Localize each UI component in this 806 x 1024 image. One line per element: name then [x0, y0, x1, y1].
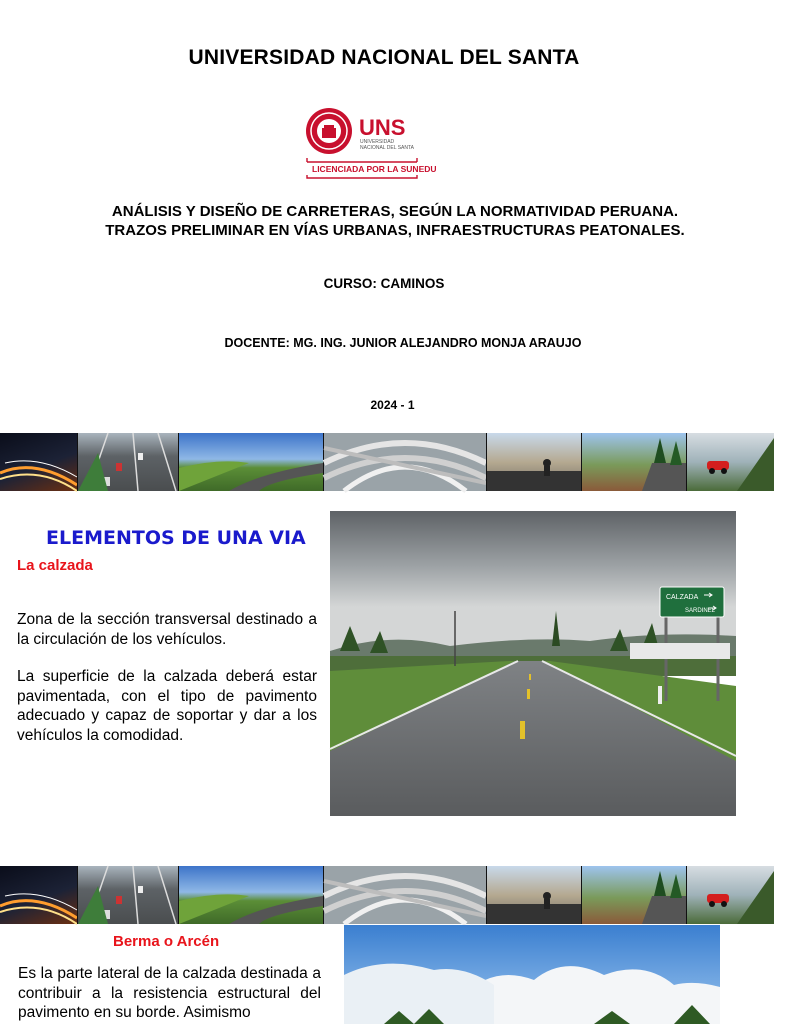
logo-name-line-1: UNIVERSIDAD — [360, 139, 395, 145]
berma-photo — [344, 925, 720, 1024]
course-label: CURSO: CAMINOS — [323, 276, 445, 291]
subtitle-line-2: TRAZOS PRELIMINAR EN VÍAS URBANAS, INFRAESTRUCTURAS PEATONALES. — [105, 222, 685, 239]
university-title: UNIVERSIDAD NACIONAL DEL SANTA — [188, 46, 580, 69]
strip-photo-interchange — [323, 433, 486, 491]
strip-photo-red-car — [686, 433, 774, 491]
strip-photo-night-highway — [0, 866, 77, 924]
presentation-subtitle — [40, 202, 750, 240]
strip-photo-paving-crew — [486, 433, 581, 491]
calzada-heading: La calzada — [17, 557, 93, 574]
photo-strip — [0, 433, 768, 491]
strip-photo-mountain-road — [178, 433, 323, 491]
strip-photo-forest-road — [581, 433, 686, 491]
uns-logo — [303, 100, 437, 180]
calzada-paragraph-1: Zona de la sección transversal destinado a la circulación de los vehículos. — [17, 611, 317, 648]
teacher-label: DOCENTE: MG. ING. JUNIOR ALEJANDRO MONJA ARAUJO — [224, 336, 582, 350]
sign-text-2: SARDINEL — [685, 608, 716, 614]
strip-photo-traffic — [77, 433, 178, 491]
strip-photo-red-car — [686, 866, 774, 924]
term-label: 2024 - 1 — [370, 398, 415, 412]
subtitle-line-1: ANÁLISIS Y DISEÑO DE CARRETERAS, SEGÚN LA NORMATIVIDAD PERUANA. — [111, 203, 679, 220]
sign-text-1: CALZADA — [666, 594, 699, 601]
logo-acronym: UNS — [359, 115, 406, 140]
strip-photo-paving-crew — [486, 866, 581, 924]
strip-photo-forest-road — [581, 866, 686, 924]
logo-badge-text: LICENCIADA POR LA SUNEDU — [312, 164, 437, 174]
strip-photo-traffic — [77, 866, 178, 924]
berma-paragraph: Es la parte lateral de la calzada destinada a contribuir a la resistencia estructural del pavimento en su borde. Asimismo — [18, 965, 321, 1021]
logo-name-line-2: NACIONAL DEL SANTA — [360, 145, 414, 151]
strip-photo-mountain-road — [178, 866, 323, 924]
photo-strip — [0, 866, 768, 924]
strip-photo-night-highway — [0, 433, 77, 491]
berma-heading: Berma o Arcén — [113, 933, 220, 950]
calzada-paragraph-2: La superficie de la calzada deberá estar pavimentada, con el tipo de pavimento adecuado y capaz de soportar y dar a los vehículos la comodidad. — [17, 668, 317, 744]
strip-photo-interchange — [323, 866, 486, 924]
road-photo — [330, 511, 736, 816]
section-title: ELEMENTOS DE UNA VIA — [46, 527, 306, 549]
